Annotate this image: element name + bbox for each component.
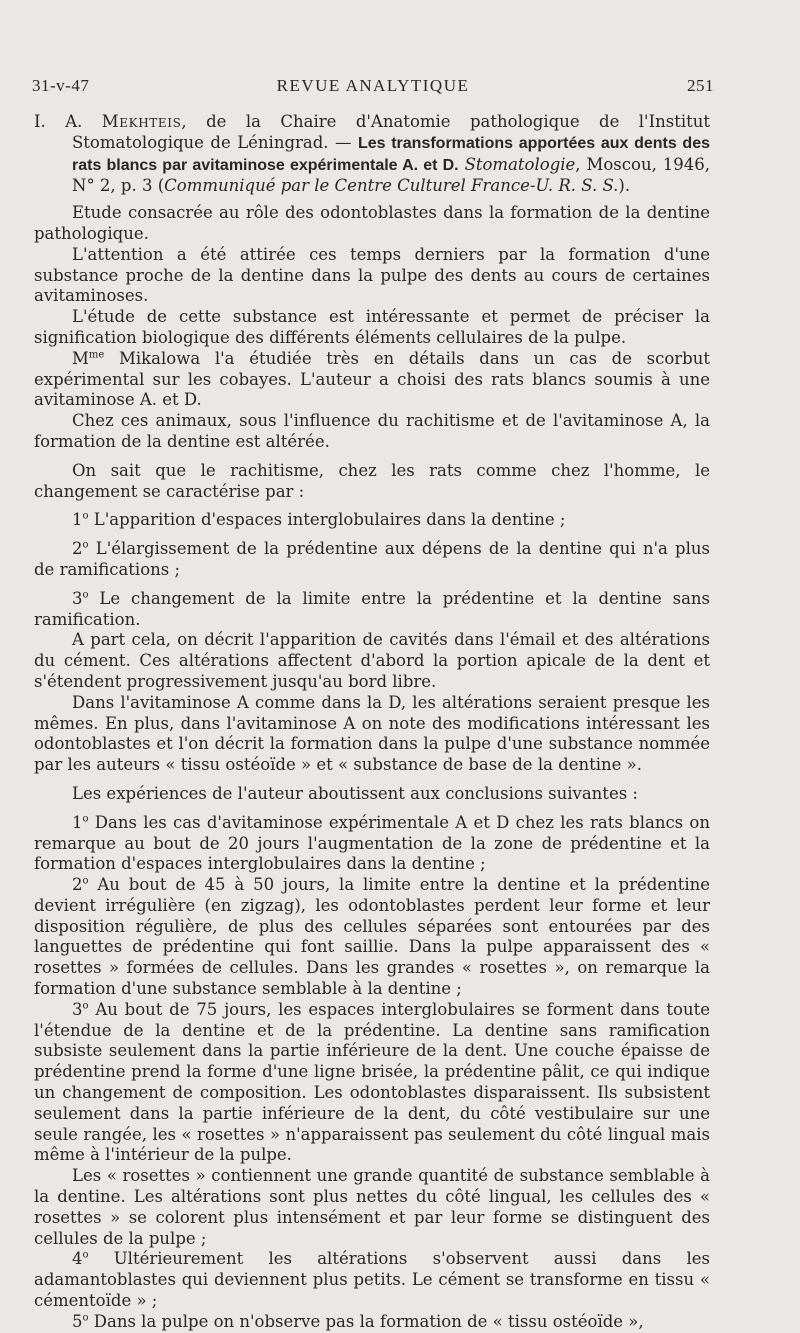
article-body (34, 112, 710, 1333)
communication-note: Communiqué par le Centre Culturel France-U. R. S. S. (164, 176, 619, 196)
paragraph: $M^{me}$ Mikalowa l'a étudiée très en détails dans un cas de scorbut expérimental sur les cobayes. L'auteur a choisi des rats blancs soumis à une avitaminose A. et D. (34, 348, 710, 410)
article-title: Les transformations apportées aux dents des rats blancs par avitaminose expérimentale A. et D. (72, 134, 710, 174)
paragraph: Les expériences de l'auteur aboutissent aux conclusions suivantes : (72, 783, 638, 803)
paragraph: Les « rosettes » contiennent une grande quantité de substance semblable à la dentine. Les altérations sont plus nettes du côté lingual, les cellules des « rosettes » se colorent plus intensément et par leur forme se distinguent des cellules de la pulpe ; (34, 1166, 710, 1248)
list-item: 3$^o$ Le changement de la limite entre la prédentine et la dentine sans ramification. (34, 588, 710, 629)
bibliographic-reference (34, 112, 710, 197)
paragraph: L'étude de cette substance est intéressante et permet de préciser la signification biologique des différents éléments cellulaires de la pulpe. (34, 307, 710, 347)
paragraph: On sait que le rachitisme, chez les rats comme chez l'homme, le changement se caractérise par : (34, 460, 710, 501)
paragraph: L'attention a été attirée ces temps derniers par la formation d'une substance proche de la dentine dans la pulpe des dents au cours de certaines avitaminoses. (34, 244, 710, 306)
paragraph: Dans l'avitaminose A comme dans la D, les altérations seraient presque les mêmes. En plus, dans l'avitaminose A on note des modifications intéressant les odontoblastes et l'on décrit la formation dans la pulpe d'une substance nommée par les auteurs « tissu ostéoïde » et « substance de base de la dentine ». (34, 692, 710, 775)
publication-info: , Moscou, 1946, N° 2, p. 3 ( (72, 154, 710, 196)
list-item: 1$^o$ L'apparition d'espaces interglobulaires dans la dentine ; (72, 510, 566, 530)
reference-close: ). (618, 176, 631, 196)
paragraph: Chez ces animaux, sous l'influence du rachitisme et de l'avitaminose A, la formation de la dentine est altérée. (34, 411, 710, 451)
conclusion-item: 2$^o$ Au bout de 45 à 50 jours, la limite entre la dentine et la prédentine devient irrégulière (en zigzag), les odontoblastes perdent leur forme et leur disposition régulière, de plus des cellules séparées sont entourées par des languettes de prédentine qui font saillie. Dans la pulpe apparaissent des « rosettes » formées de cellules. Dans les grandes « rosettes », on remarque la formation d'une substance semblable à la dentine ; (34, 875, 710, 999)
conclusion-item: 4$^o$ Ultérieurement les altérations s'observent aussi dans les adamantoblastes qui deviennent plus petits. Le cément se transforme en tissu « cémentoïde » ; (34, 1249, 710, 1311)
conclusion-item: 1$^o$ Dans les cas d'avitaminose expérimentale A et D chez les rats blancs on remarque au bout de 20 jours l'augmentation de la zone de prédentine et la formation d'espaces interglobulaires dans la dentine ; (34, 812, 710, 874)
journal-name: Stomatologie (464, 154, 576, 174)
conclusion-item: 5$^o$ Dans la pulpe on n'observe pas la formation de « tissu ostéoïde », (72, 1311, 644, 1331)
page-number: 251 (687, 76, 714, 95)
conclusion-item: 3$^o$ Au bout de 75 jours, les espaces interglobulaires se forment dans toute l'étendue de la dentine et de la prédentine. La dentine sans ramification subsiste seulement dans la partie inférieure de la dent. Une couche épaisse de prédentine prend la forme d'une ligne brisée, la prédentine pâlit, ce qui indique un changement de composition. Les odontoblastes disparaissent. Ils subsistent seulement dans la partie inférieure de la dent, du côté vestibulaire sur une seule rangée, les « rosettes » n'apparaissent pas seulement du côté lingual mais même à l'intérieur de la pulpe. (34, 999, 710, 1165)
running-header (32, 76, 714, 96)
paragraph: Etude consacrée au rôle des odontoblastes dans la formation de la dentine pathologique. (34, 203, 710, 243)
list-item: 2$^o$ L'élargissement de la prédentine aux dépens de la dentine qui n'a plus de ramifications ; (34, 539, 710, 579)
author-name: Mekhteis (101, 112, 182, 131)
author-initials: I. A. (34, 112, 83, 131)
header-title: REVUE ANALYTIQUE (276, 76, 470, 95)
header-date: 31-v-47 (32, 76, 90, 95)
paragraph: A part cela, on décrit l'apparition de cavités dans l'émail et des altérations du cément. Ces altérations affectent d'abord la portion apicale de la dent et s'étendent progressivement jusqu'au bord libre. (34, 630, 710, 691)
affiliation: , de la Chaire d'Anatomie pathologique de l'Institut Stomatologique de Léningrad. — (72, 112, 710, 152)
